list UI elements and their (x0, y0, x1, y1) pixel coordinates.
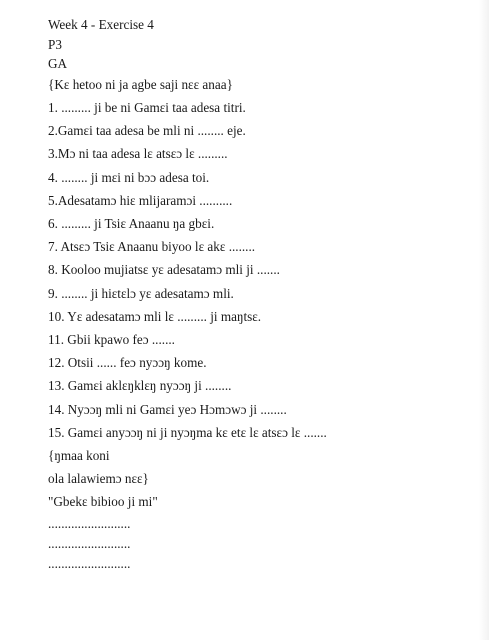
question-2: 2.Gamɛi taa adesa be mli ni ........ eje. (48, 123, 246, 139)
subject-language: GA (48, 56, 68, 71)
answer-blank-3: ......................... (48, 555, 131, 571)
question-9: 9. ........ ji hiɛtɛlɔ yɛ adesatamɔ mli. (48, 285, 234, 301)
answer-blank-2: ......................... (48, 535, 131, 551)
question-13: 13. Gamɛi aklɛŋklɛŋ nyɔɔŋ ji ........ (48, 378, 232, 394)
question-8: 8. Kooloo mujiatsɛ yɛ adesatamɔ mli ji ....... (48, 262, 280, 278)
question-3: 3.Mɔ ni taa adesa lɛ atsɛɔ lɛ ......... (48, 146, 228, 162)
essay-topic: "Gbekɛ bibioo ji mi" (48, 494, 158, 510)
writing-instruction-line-1: {ŋmaa koni (48, 448, 110, 464)
instruction-text: {Kɛ hetoo ni ja agbe saji nɛɛ anaa} (48, 76, 233, 92)
question-4: 4. ........ ji mɛi ni bɔɔ adesa toi. (48, 169, 210, 185)
question-14: 14. Nyɔɔŋ mli ni Gamɛi yeɔ Hɔmɔwɔ ji ........ (48, 401, 287, 417)
question-7: 7. Atsɛɔ Tsiɛ Anaanu biyoo lɛ akɛ ........ (48, 239, 256, 255)
question-6: 6. ......... ji Tsiɛ Anaanu ŋa gbɛi. (48, 216, 215, 232)
question-10: 10. Yɛ adesatamɔ mli lɛ ......... ji maŋtsɛ. (48, 308, 262, 324)
question-1: 1. ......... ji be ni Gamɛi taa adesa titri. (48, 100, 246, 115)
question-15: 15. Gamɛi anyɔɔŋ ni ji nyɔŋma kɛ etɛ lɛ atsɛɔ lɛ ....... (48, 424, 327, 440)
answer-blank-1: ......................... (48, 515, 131, 531)
writing-instruction-line-2: ola lalawiemɔ nɛɛ} (48, 471, 149, 487)
exercise-title: Week 4 - Exercise 4 (48, 17, 154, 32)
question-11: 11. Gbii kpawo feɔ ....... (48, 332, 175, 348)
question-5: 5.Adesatamɔ hiɛ mlijaramɔi .......... (48, 192, 233, 208)
class-level: P3 (48, 36, 62, 52)
page-edge-shadow (479, 0, 489, 640)
document-body (48, 15, 478, 574)
question-12: 12. Otsii ...... feɔ nyɔɔŋ kome. (48, 355, 207, 371)
